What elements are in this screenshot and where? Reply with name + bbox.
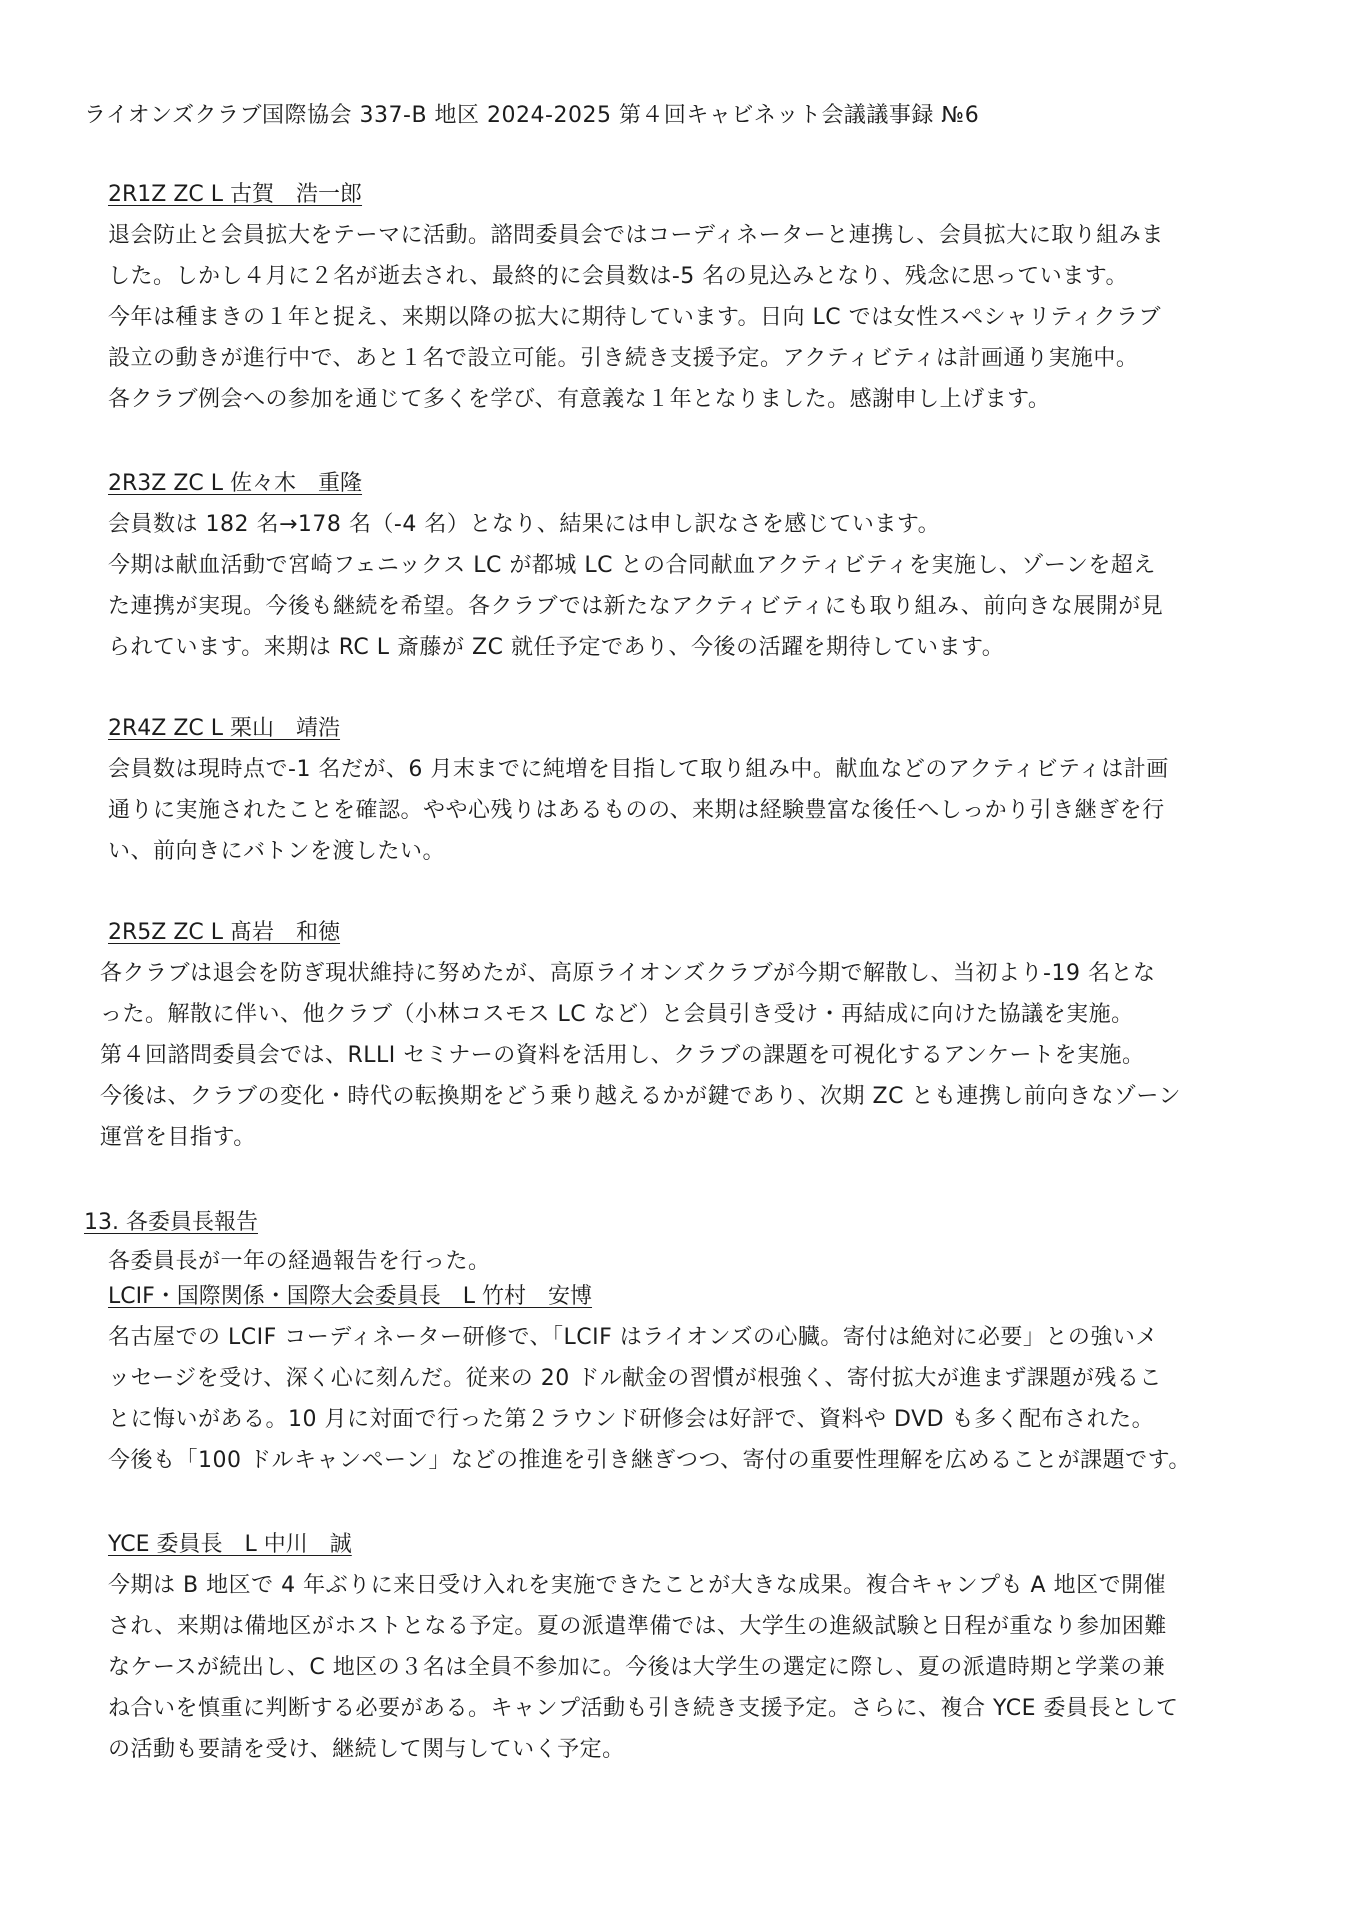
section-body [108, 1243, 1284, 1281]
section-heading: LCIF・国際関係・国際大会委員長 L 竹村 安博 [108, 1284, 593, 1309]
body-line: 通りに実施されたことを確認。やや心残りはあるものの、来期は経験豊富な後任へしっかり引き継ぎを行 [108, 798, 1165, 823]
body-line: 今期は B 地区で 4 年ぶりに来日受け入れを実施できたことが大きな成果。複合キャンプも A 地区で開催 [108, 1573, 1167, 1598]
section-heading: 2R3Z ZC L 佐々木 重隆 [108, 471, 363, 496]
body-line: ね合いを慎重に判断する必要がある。キャンプ活動も引き続き支援予定。さらに、複合 YCE 委員長として [108, 1696, 1179, 1721]
report-section-yce [108, 1525, 1308, 1770]
report-section-2r4z [108, 709, 1308, 872]
report-section-2r1z [108, 175, 1308, 420]
report-section-2r5z [100, 913, 1300, 1158]
body-line: 運営を目指す。 [100, 1125, 256, 1150]
section-body [108, 1317, 1308, 1481]
body-line: なケースが続出し、C 地区の３名は全員不参加に。今後は大学生の選定に際し、夏の派遣時期と学業の兼 [108, 1655, 1166, 1680]
section-body [108, 749, 1308, 872]
committee-reports-section [84, 1203, 1284, 1281]
body-line: 今後は、クラブの変化・時代の転換期をどう乗り越えるかが鍵であり、次期 ZC とも連携し前向きなゾーン [100, 1084, 1181, 1109]
body-line: ッセージを受け、深く心に刻んだ。従来の 20 ドル献金の習慣が根強く、寄付拡大が進まず課題が残るこ [108, 1366, 1162, 1391]
body-line: の活動も要請を受け、継続して関与していく予定。 [108, 1737, 625, 1762]
section-body [108, 1565, 1308, 1770]
body-line: 退会防止と会員拡大をテーマに活動。諮問委員会ではコーディネーターと連携し、会員拡大に取り組みま [108, 223, 1164, 248]
body-line: 設立の動きが進行中で、あと１名で設立可能。引き続き支援予定。アクティビティは計画通り実施中。 [108, 346, 1139, 371]
body-line: 各委員長が一年の経過報告を行った。 [108, 1249, 491, 1274]
section-heading: 2R1Z ZC L 古賀 浩一郎 [108, 182, 363, 207]
page-header: ライオンズクラブ国際協会 337-B 地区 2024-2025 第４回キャビネット会議議事録 №6 [84, 103, 980, 128]
body-line: した。しかし４月に２名が逝去され、最終的に会員数は-5 名の見込みとなり、残念に思っています。 [108, 264, 1128, 289]
section-heading: 2R4Z ZC L 栗山 靖浩 [108, 716, 341, 741]
body-line: 会員数は現時点で-1 名だが、6 月末までに純増を目指して取り組み中。献血などのアクティビティは計画 [108, 757, 1169, 782]
body-line: 名古屋での LCIF コーディネーター研修で、「LCIF はライオンズの心臓。寄付は絶対に必要」との強いメ [108, 1325, 1158, 1350]
report-section-2r3z [108, 464, 1308, 668]
section-heading: YCE 委員長 L 中川 誠 [108, 1532, 352, 1557]
section-body [108, 504, 1308, 668]
body-line: 各クラブ例会への参加を通じて多くを学び、有意義な１年となりました。感謝申し上げます。 [108, 387, 1051, 412]
body-line: い、前向きにバトンを渡したい。 [108, 839, 446, 864]
section-heading: 13. 各委員長報告 [84, 1210, 258, 1235]
body-line: され、来期は備地区がホストとなる予定。夏の派遣準備では、大学生の進級試験と日程が重なり参加困難 [108, 1614, 1167, 1639]
section-body [100, 953, 1300, 1158]
section-heading: 2R5Z ZC L 髙岩 和徳 [108, 920, 341, 945]
body-line: 第４回諮問委員会では、RLLI セミナーの資料を活用し、クラブの課題を可視化するアンケートを実施。 [100, 1043, 1145, 1068]
body-line: られています。来期は RC L 斎藤が ZC 就任予定であり、今後の活躍を期待しています。 [108, 635, 1005, 660]
section-body [108, 215, 1308, 420]
body-line: った。解散に伴い、他クラブ（小林コスモス LC など）と会員引き受け・再結成に向けた協議を実施。 [100, 1002, 1134, 1027]
body-line: 今後も「100 ドルキャンペーン」などの推進を引き継ぎつつ、寄付の重要性理解を広めることが課題です。 [108, 1448, 1191, 1473]
body-line: た連携が実現。今後も継続を希望。各クラブでは新たなアクティビティにも取り組み、前向きな展開が見 [108, 594, 1164, 619]
body-line: 各クラブは退会を防ぎ現状維持に努めたが、高原ライオンズクラブが今期で解散し、当初より-19 名とな [100, 961, 1156, 986]
body-line: 今期は献血活動で宮崎フェニックス LC が都城 LC との合同献血アクティビティを実施し、ゾーンを超え [108, 553, 1156, 578]
body-line: 今年は種まきの１年と捉え、来期以降の拡大に期待しています。日向 LC では女性スペシャリティクラブ [108, 305, 1162, 330]
body-line: 会員数は 182 名→178 名（-4 名）となり、結果には申し訳なさを感じています。 [108, 512, 941, 537]
report-section-lcif [108, 1277, 1308, 1481]
body-line: とに悔いがある。10 月に対面で行った第２ラウンド研修会は好評で、資料や DVD も多く配布された。 [108, 1407, 1155, 1432]
